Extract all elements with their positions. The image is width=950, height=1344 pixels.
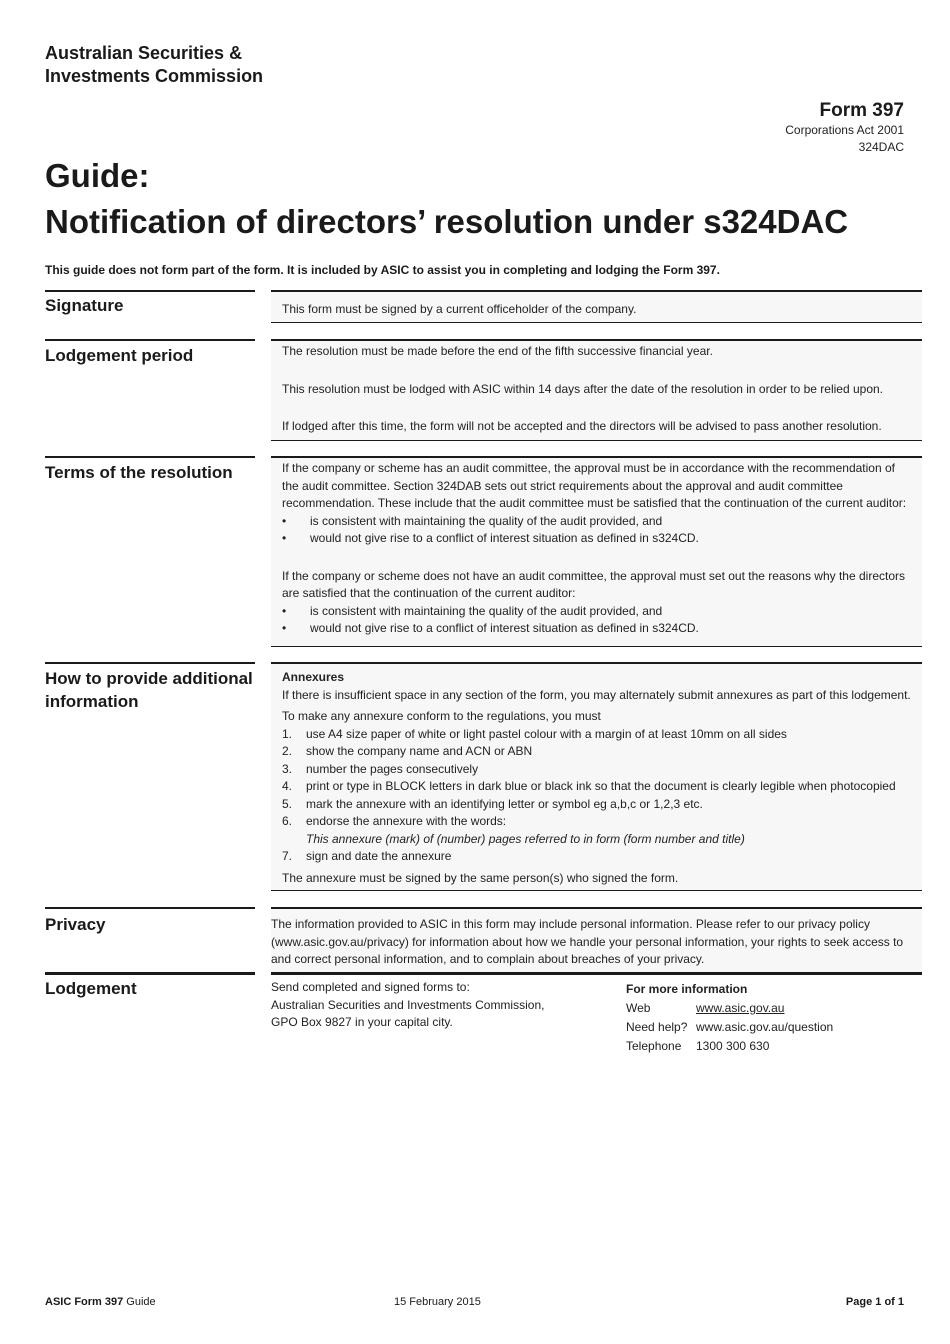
intro-note: This guide does not form part of the form. It is included by ASIC to assist you in completing and lodging the Form 397.	[45, 263, 720, 277]
section-signature	[45, 290, 922, 324]
act-name: Corporations Act 2001	[785, 123, 904, 137]
footer-form-name: ASIC Form 397 Guide	[45, 1296, 156, 1308]
organisation-name	[45, 42, 263, 88]
postal-address: Send completed and signed forms to: Australian Securities and Investments Commission, GPO Box 9827 in your capital city.	[271, 980, 545, 1029]
list-item: • is consistent with maintaining the quality of the audit provided, and	[282, 513, 663, 528]
paragraph: The annexure must be signed by the same person(s) who signed the form.	[282, 870, 679, 885]
section-label: How to provide additional information	[45, 669, 253, 711]
paragraph: If lodged after this time, the form will not be accepted and the directors will be advised to pass another resolution.	[282, 419, 882, 433]
list-item: • would not give rise to a conflict of interest situation as defined in s324CD.	[282, 621, 699, 635]
section-lodgement	[45, 972, 922, 1062]
more-info-title: For more information	[626, 982, 748, 996]
paragraph: This resolution must be lodged with ASIC within 14 days after the date of the resolution in order to be relied upon.	[282, 381, 884, 396]
section-label: Lodgement	[45, 979, 137, 998]
org-line-2: Investments Commission	[45, 66, 264, 86]
paragraph: If the company or scheme has an audit committee, the approval must be in accordance with the recommendation of the audit committee. Section 324DAB sets out strict requirements about the approval and audit committee recommendation. These include that the audit committee must be satisfied that the continuation of the current auditor:	[282, 461, 907, 510]
web-link[interactable]: www.asic.gov.au	[696, 1000, 785, 1015]
list-item: • would not give rise to a conflict of interest situation as defined in s324CD.	[282, 531, 699, 545]
section-reference: 324DAC	[858, 140, 904, 154]
section-terms	[45, 456, 922, 647]
paragraph: To make any annexure conform to the regulations, you must	[282, 709, 601, 723]
list-item: 1. use A4 size paper of white or light pastel colour with a margin of at least 10mm on all sides	[282, 726, 787, 741]
annexures-heading: Annexures	[282, 670, 345, 684]
form-id-block	[785, 100, 904, 156]
section-label: Lodgement period	[45, 346, 194, 365]
section-additional-information	[45, 662, 922, 891]
endorsement-wording: This annexure (mark) of (number) pages referred to in form (form number and title)	[306, 831, 745, 846]
section-body	[271, 907, 922, 973]
page-title	[45, 153, 848, 245]
help-row: Need help? www.asic.gov.au/question	[626, 1018, 926, 1037]
section-label: Terms of the resolution	[45, 463, 233, 482]
section-label: Privacy	[45, 915, 106, 934]
more-information	[626, 981, 926, 1056]
help-link[interactable]: www.asic.gov.au/question	[696, 1019, 834, 1034]
telephone-number: 1300 300 630	[696, 1038, 770, 1053]
section-body	[271, 456, 922, 647]
section-body	[271, 339, 922, 441]
section-lodgement-period	[45, 339, 922, 441]
title-line-1: Guide:	[45, 157, 150, 194]
footer-page-number: Page 1 of 1	[845, 1296, 904, 1308]
list-item: 6. endorse the annexure with the words:	[282, 814, 507, 828]
footer-date: 15 February 2015	[394, 1296, 481, 1308]
telephone-row: Telephone 1300 300 630	[626, 1037, 926, 1056]
web-row: Web www.asic.gov.au	[626, 999, 926, 1018]
section-privacy	[45, 907, 922, 973]
section-body	[271, 972, 922, 1053]
org-line-1: Australian Securities &	[45, 43, 243, 63]
list-item: 2. show the company name and ACN or ABN	[282, 744, 533, 758]
list-item: 3. number the pages consecutively	[282, 761, 479, 776]
list-item: 7. sign and date the annexure	[282, 849, 452, 863]
paragraph: If there is insufficient space in any section of the form, you may alternately submit annexures as part of this lodgement.	[282, 687, 911, 702]
title-line-2: Notification of directors’ resolution under s324DAC	[45, 203, 849, 240]
section-label: Signature	[45, 296, 124, 315]
section-body	[271, 290, 922, 323]
form-number: Form 397	[819, 100, 904, 121]
list-item: 4. print or type in BLOCK letters in dark blue or black ink so that the document is clearly legible when photocopied	[282, 779, 896, 793]
privacy-text: The information provided to ASIC in this form may include personal information. Please refer to our privacy policy (www.asic.gov.au/privacy) for information about how we handle your personal information, your rights to seek access to and correct personal information, and to complain about breaches of your privacy.	[271, 917, 904, 966]
signature-text: This form must be signed by a current officeholder of the company.	[282, 302, 637, 316]
list-item: • is consistent with maintaining the quality of the audit provided, and	[282, 603, 663, 618]
paragraph: If the company or scheme does not have an audit committee, the approval must set out the reasons why the directors are satisfied that the continuation of the current auditor:	[282, 568, 905, 600]
paragraph: The resolution must be made before the end of the fifth successive financial year.	[282, 344, 713, 358]
list-item: 5. mark the annexure with an identifying letter or symbol eg a,b,c or 1,2,3 etc.	[282, 796, 703, 811]
section-body	[271, 662, 922, 891]
